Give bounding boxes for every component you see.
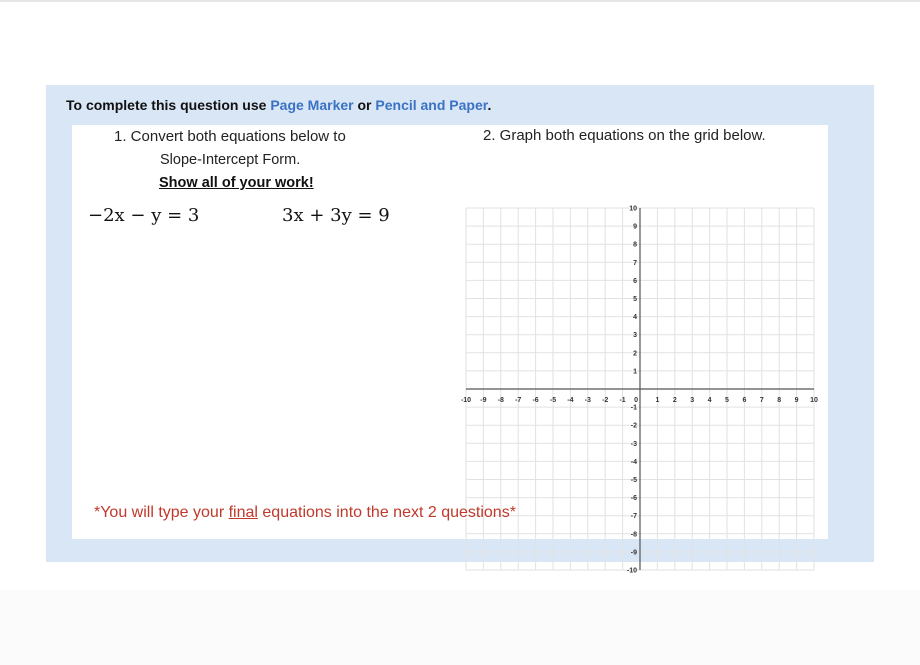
y-tick-label: 2	[633, 350, 637, 358]
instructions-prefix: To complete this question use	[66, 97, 271, 113]
y-tick-label: -5	[630, 477, 637, 484]
y-tick-label: 3	[633, 332, 637, 340]
x-tick-label: -5	[549, 397, 557, 404]
x-tick-label: -2	[602, 397, 609, 404]
y-tick-label: 4	[633, 314, 637, 322]
question2-label: 2. Graph both equations on the grid below.	[483, 127, 766, 144]
question-panel	[46, 85, 874, 575]
worksheet-card	[72, 125, 828, 575]
x-tick-label: 8	[777, 397, 782, 404]
x-tick-label: -8	[497, 397, 504, 404]
x-tick-label: 1	[655, 397, 660, 404]
instructions-suffix: .	[487, 97, 492, 113]
y-tick-label: -10	[626, 567, 637, 575]
y-tick-label: 7	[633, 259, 637, 267]
y-tick-label: 9	[633, 223, 637, 231]
y-tick-label: -8	[630, 531, 637, 539]
y-tick-label: 1	[633, 368, 637, 376]
y-tick-label: -7	[630, 513, 637, 521]
x-tick-label: 10	[810, 397, 818, 404]
question1-line3: Show all of your work!	[159, 175, 314, 191]
question1-line1: 1. Convert both equations below to	[114, 128, 346, 145]
x-tick-label: 2	[672, 397, 677, 404]
x-tick-label: 7	[759, 397, 764, 404]
equation-2: 3x + 3y = 9	[282, 205, 390, 226]
y-tick-label: 10	[629, 205, 637, 213]
x-tick-label: -6	[532, 397, 539, 404]
x-tick-label: 5	[725, 397, 729, 404]
y-tick-label: -6	[630, 495, 637, 503]
x-tick-label: 6	[742, 397, 747, 404]
instructions	[66, 97, 491, 113]
x-tick-label: -4	[567, 397, 574, 404]
x-tick-label: -9	[480, 397, 487, 404]
page-marker-link[interactable]: Page Marker	[270, 97, 354, 113]
footer-band	[0, 590, 920, 665]
x-tick-label: 0	[634, 397, 638, 404]
y-tick-label: 8	[633, 241, 637, 249]
note-after: equations into the next 2 questions*	[257, 504, 516, 521]
x-tick-label: -7	[515, 397, 522, 404]
y-tick-label: -2	[630, 422, 637, 430]
x-tick-label: 3	[690, 397, 695, 404]
x-tick-label: 9	[794, 397, 799, 404]
y-tick-label: -3	[630, 440, 637, 448]
y-tick-label: -9	[630, 549, 637, 557]
y-tick-label: 6	[633, 277, 637, 285]
x-tick-label: -10	[460, 397, 472, 404]
note-text	[94, 504, 516, 522]
y-tick-label: 5	[633, 296, 637, 303]
question1-line2: Slope-Intercept Form.	[160, 152, 301, 168]
note-before: *You will type your	[94, 504, 229, 521]
pencil-paper-link[interactable]: Pencil and Paper	[375, 97, 488, 113]
y-tick-label: -1	[630, 404, 637, 412]
note-underlined: final	[228, 504, 258, 521]
y-tick-label: -4	[630, 458, 637, 466]
x-tick-label: 4	[707, 397, 712, 404]
equation-1: −2x − y = 3	[88, 205, 200, 226]
x-tick-label: -3	[584, 397, 591, 404]
instructions-connector: or	[353, 97, 376, 113]
x-tick-label: -1	[619, 397, 626, 404]
top-border	[0, 0, 920, 2]
